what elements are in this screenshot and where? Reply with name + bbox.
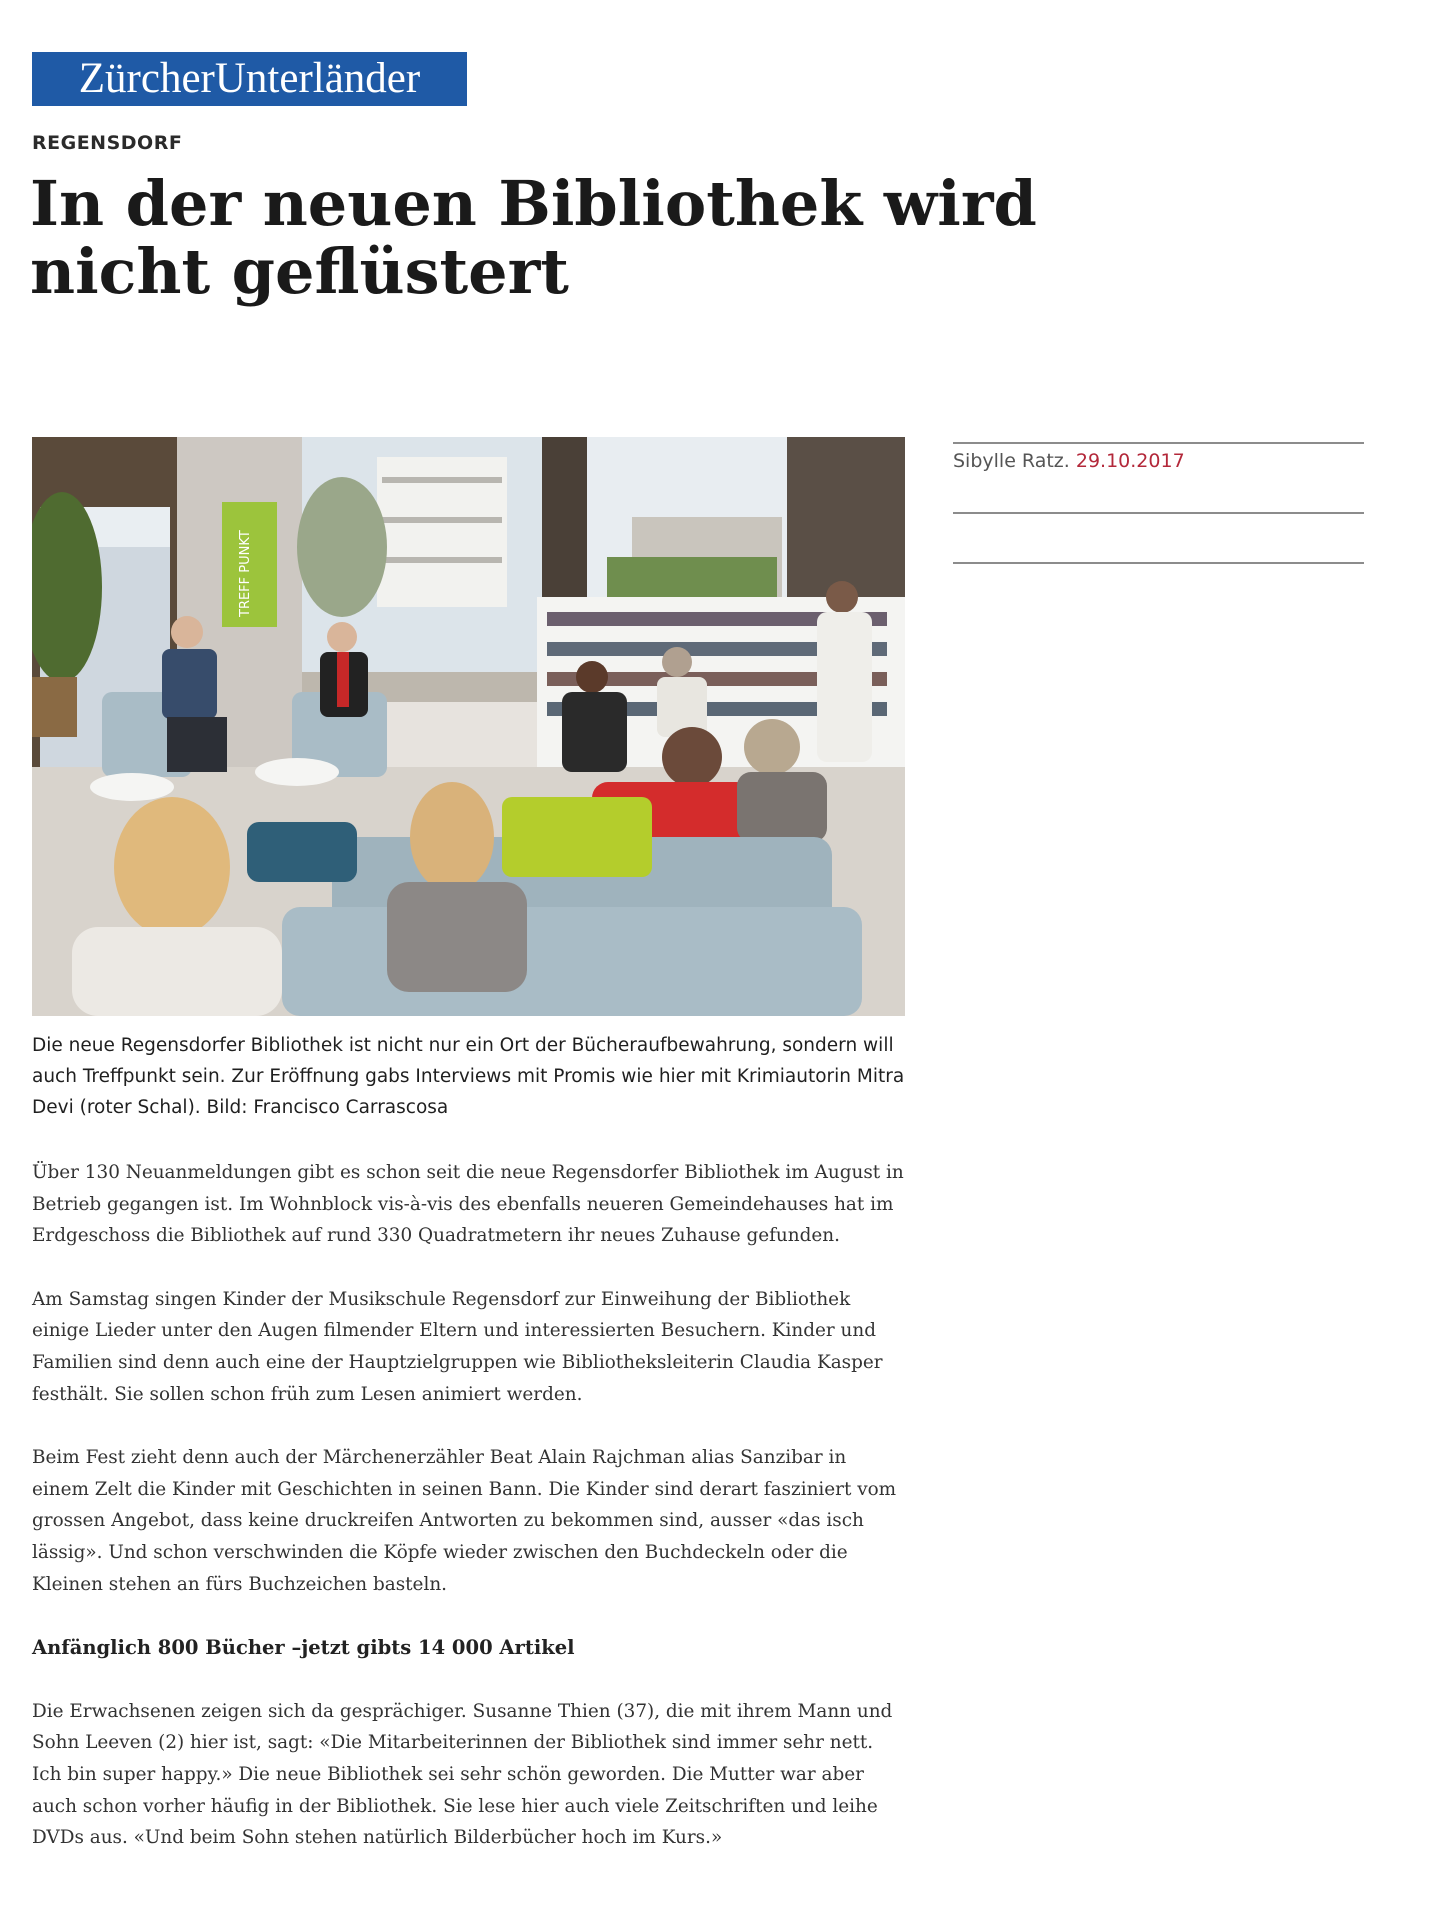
paragraph: Die Erwachsenen zeigen sich da gesprächiger. Susanne Thien (37), die mit ihrem Mann und Sohn Leeven (2) hier ist, sagt: «Die Mitarbeiterinnen der Bibliothek sind immer sehr nett. Ich bin super happy.» Die neue Bibliothek sei sehr schön geworden. Die Mutter war aber auch schon vorher häufig in der Bibliothek. Sie lese hier auch viele Zeitschriften und leihe DVDs aus. «Und beim Sohn stehen natürlich Bilderbücher hoch im Kurs.»: [32, 1700, 893, 1849]
sidebar-divider: [953, 512, 1364, 514]
subheading: Anfänglich 800 Bücher –jetzt gibts 14 000 Artikel: [32, 1636, 575, 1660]
paragraph: Über 130 Neuanmeldungen gibt es schon seit die neue Regensdorfer Bibliothek im August in Betrieb gegangen ist. Im Wohnblock vis-à-vis des ebenfalls neueren Gemeindehauses hat im Erdgeschoss die Bibliothek auf rund 330 Quadratmetern ihr neues Zuhause gefunden.: [32, 1162, 904, 1247]
publication-logo[interactable]: ZürcherUnterländer: [32, 52, 467, 106]
article-headline: In der neuen Bibliothek wird nicht geflüstert: [30, 167, 1037, 308]
paragraph: Beim Fest zieht denn auch der Märchenerzähler Beat Alain Rajchman alias Sanzibar in einem Zelt die Kinder mit Geschichten in seinen Bann. Die Kinder sind derart fasziniert vom grossen Angebot, dass keine druckreifen Antworten zu bekommen sind, ausser «das isch lässig». Und schon verschwinden die Köpfe wieder zwischen den Buchdeckeln oder die Kleinen stehen an fürs Buchzeichen basteln.: [32, 1447, 897, 1595]
sidebar-divider: [953, 562, 1364, 564]
article-body: [32, 1157, 905, 1886]
article-photo: [32, 437, 905, 1016]
section-kicker: REGENSDORF: [32, 132, 183, 154]
publish-date: 29.10.2017: [1075, 450, 1185, 472]
byline: [953, 450, 1185, 472]
sidebar-divider: [953, 442, 1364, 444]
paragraph: Am Samstag singen Kinder der Musikschule Regensdorf zur Einweihung der Bibliothek einige Lieder unter den Augen filmender Eltern und interessierten Besuchern. Kinder und Familien sind denn auch eine der Hauptzielgruppen wie Bibliotheksleiterin Claudia Kasper festhält. Sie sollen schon früh zum Lesen animiert werden.: [32, 1288, 883, 1405]
author-name: Sibylle Ratz.: [953, 450, 1070, 472]
photo-caption: Die neue Regensdorfer Bibliothek ist nicht nur ein Ort der Bücheraufbewahrung, sondern will auch Treffpunkt sein. Zur Eröffnung gabs Interviews mit Promis wie hier mit Krimiautorin Mitra Devi (roter Schal). Bild: Francisco Carrascosa: [32, 1035, 905, 1118]
treffpunkt-sign: TREFF PUNKT: [238, 530, 253, 617]
